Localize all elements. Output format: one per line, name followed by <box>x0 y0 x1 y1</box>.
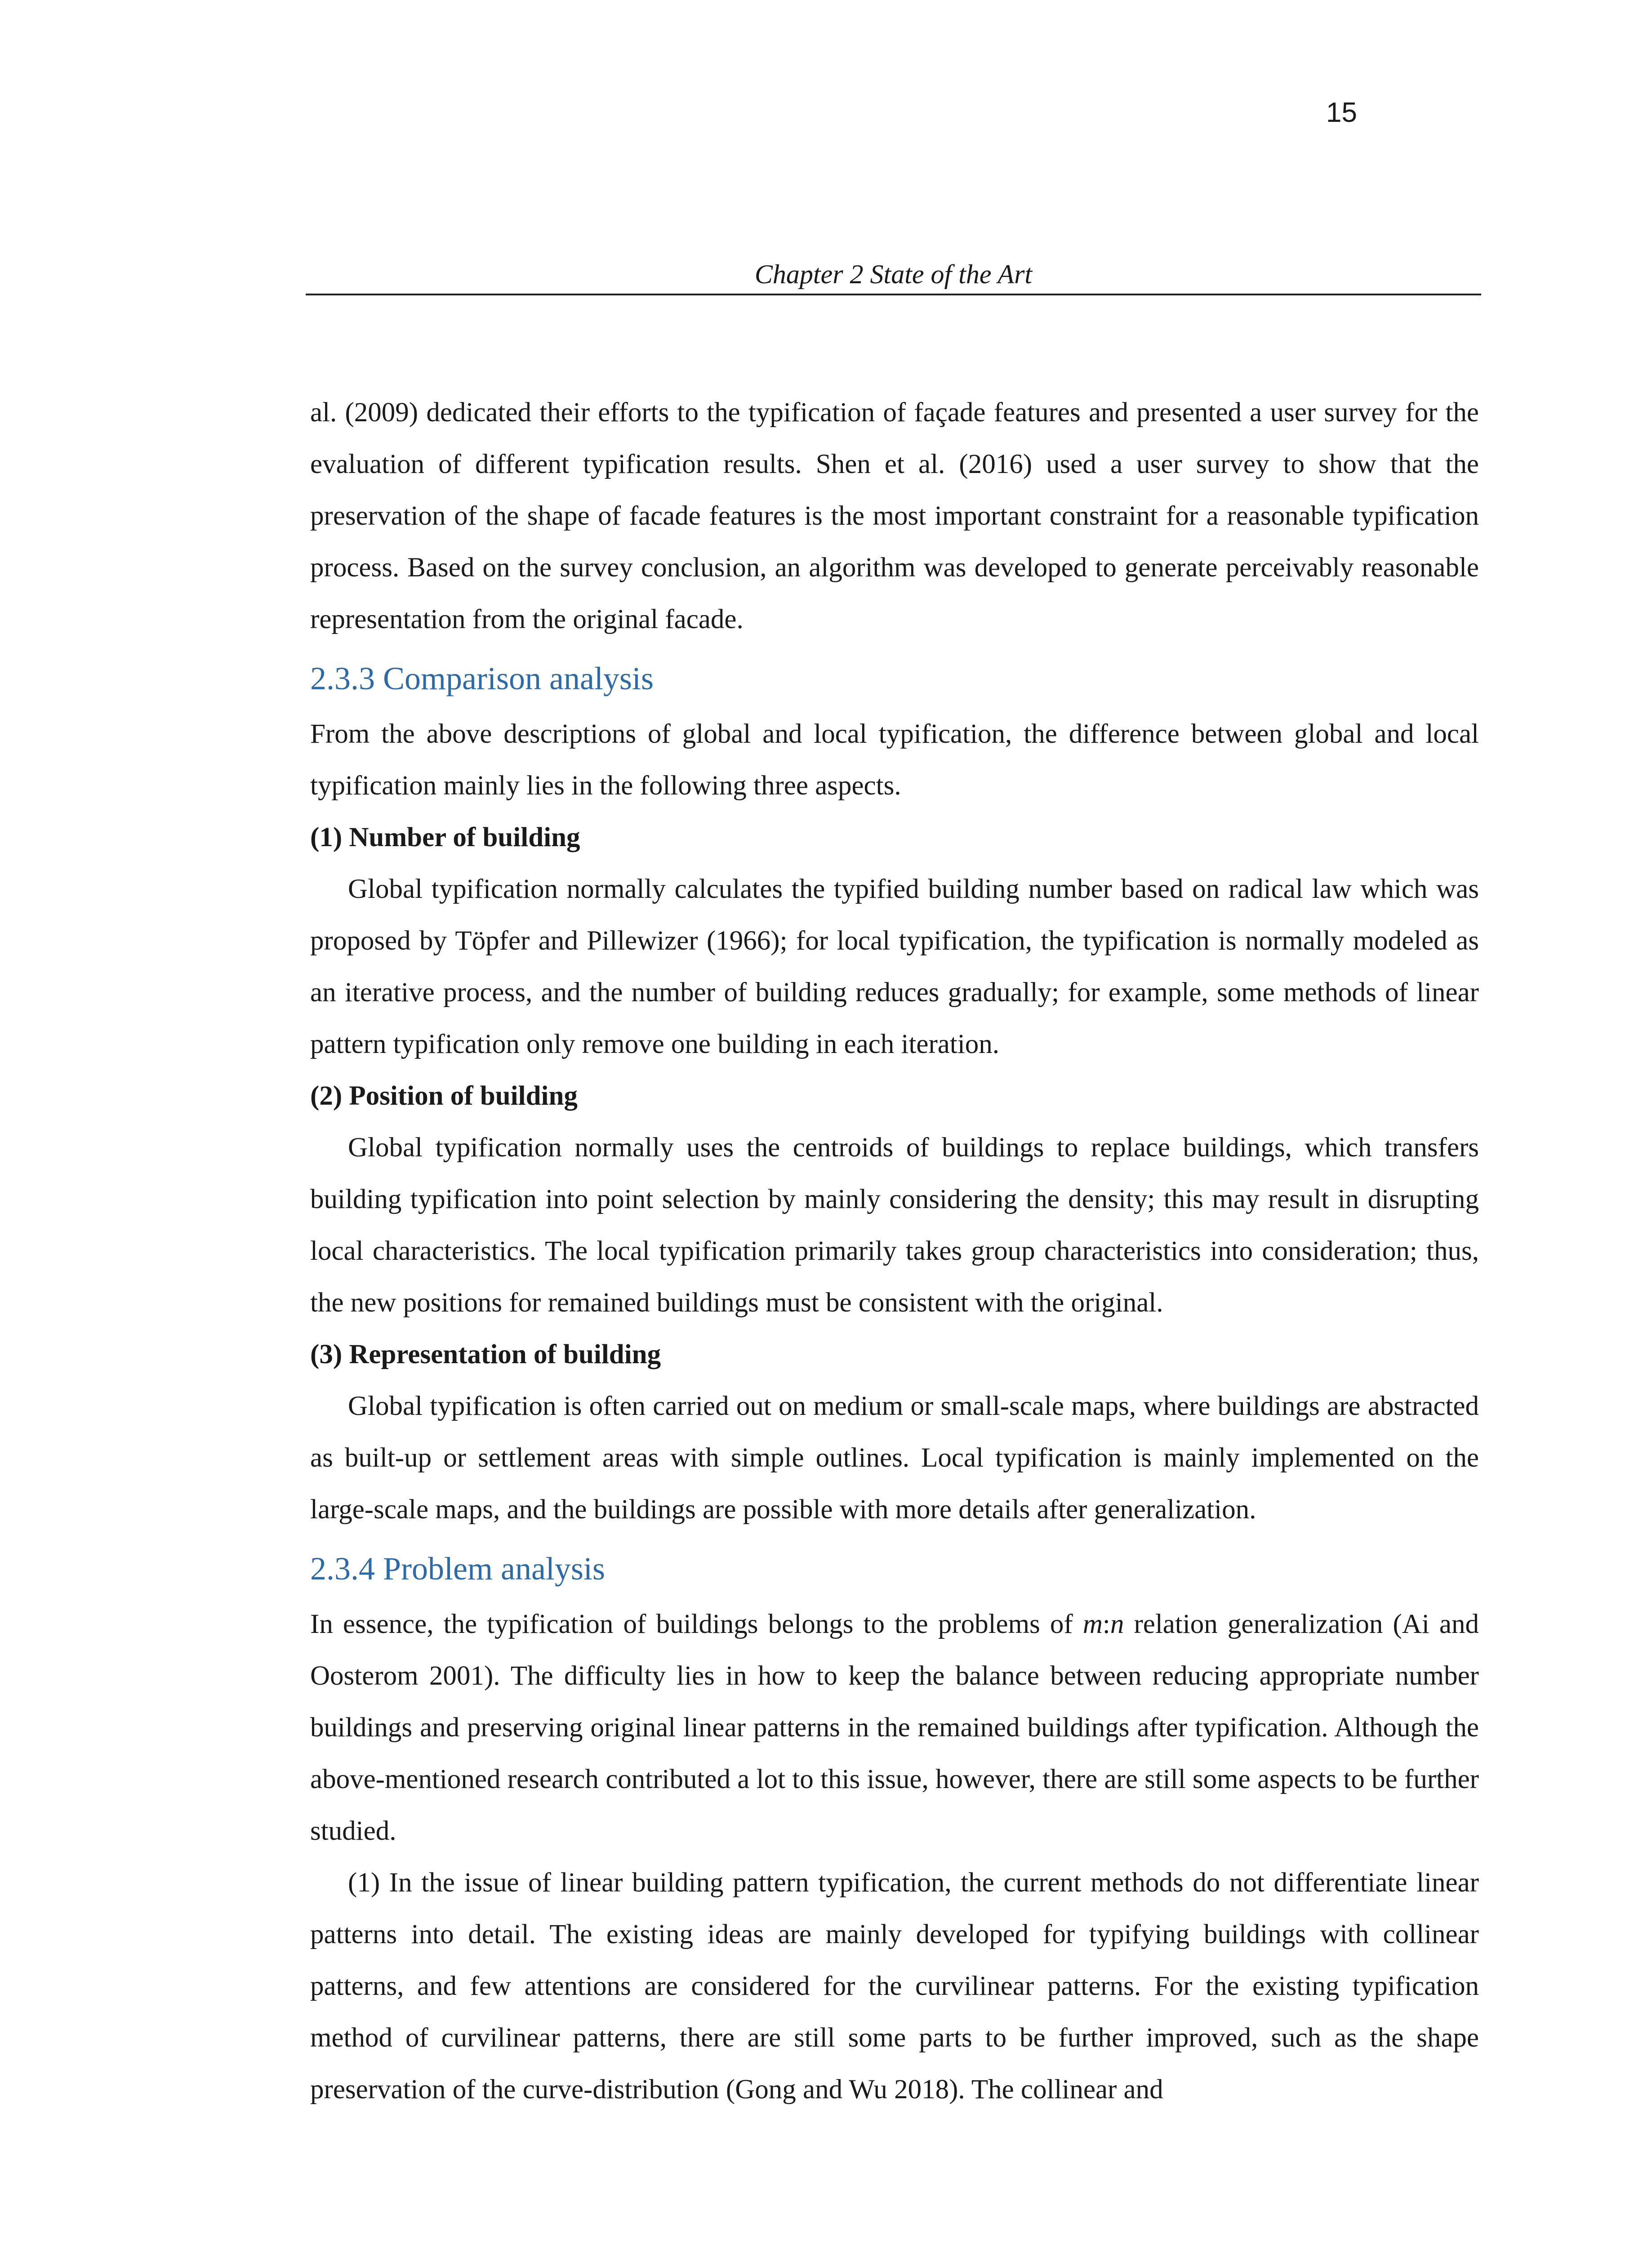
aspect-paragraph-number: Global typification normally calculates the typified building number based on radical law which was proposed by Töpfer and Pillewizer (1966); for local typification, the typification is normally modeled as an iterative process, and the number of building reduces gradually; for example, some methods of linear pattern typification only remove one building in each iteration. <box>310 874 1479 1059</box>
aspect-heading-position: (2) Position of building <box>310 1081 578 1111</box>
term-m: m <box>1082 1609 1103 1639</box>
aspect-heading-number: (1) Number of building <box>310 822 580 852</box>
aspect-paragraph-position: Global typification normally uses the centroids of buildings to replace buildings, which transfers building typification into point selection by mainly considering the density; this may result in disrupting local characteristics. The local typification primarily takes group characteristics into consideration; thus, the new positions for remained buildings must be consistent with the original. <box>310 1133 1479 1318</box>
problem-paragraph-2: (1) In the issue of linear building pattern typification, the current methods do not differentiate linear patterns into detail. The existing ideas are mainly developed for typifying buildings with collinear patterns, and few attentions are considered for the curvilinear patterns. For the existing typification method of curvilinear patterns, there are still some parts to be further improved, such as the shape preservation of the curve-distribution (Gong and Wu 2018). The collinear and <box>310 1868 1479 2105</box>
page-number: 15 <box>1326 97 1357 128</box>
problem-paragraph-1-end: relation generalization (Ai and Oosterom 2001). The difficulty lies in how to keep the balance between reducing appropriate number buildings and preserving original linear patterns in the remained buildings after typification. Although the above-mentioned research contributed a lot to this issue, however, there are still some aspects to be further studied. <box>310 1609 1479 1846</box>
aspect-paragraph-representation: Global typification is often carried out on medium or small-scale maps, where buildings are abstracted as built-up or settlement areas with simple outlines. Local typification is mainly implemented on the large-scale maps, and the buildings are possible with more details after generalization. <box>310 1391 1479 1525</box>
section-heading-2-3-4: 2.3.4 Problem analysis <box>310 1551 605 1587</box>
term-colon: : <box>1102 1609 1110 1639</box>
header-rule <box>306 294 1481 295</box>
problem-paragraph-1 <box>310 1598 1479 1857</box>
running-header: Chapter 2 State of the Art <box>754 259 1033 289</box>
page-body <box>310 387 1479 2115</box>
problem-paragraph-1-start: In essence, the typification of buildings belongs to the problems of <box>310 1609 1083 1639</box>
section-heading-2-3-3: 2.3.3 Comparison analysis <box>310 660 654 696</box>
intro-paragraph: al. (2009) dedicated their efforts to the typification of façade features and presented a user survey for the evaluation of different typification results. Shen et al. (2016) used a user survey to show that the preservation of the shape of facade features is the most important constraint for a reasonable typification process. Based on the survey conclusion, an algorithm was developed to generate perceivably reasonable representation from the original facade. <box>310 397 1479 634</box>
section-lead-paragraph: From the above descriptions of global and local typification, the difference between global and local typification mainly lies in the following three aspects. <box>310 719 1479 801</box>
aspect-heading-representation: (3) Representation of building <box>310 1339 661 1369</box>
term-n: n <box>1110 1609 1124 1639</box>
